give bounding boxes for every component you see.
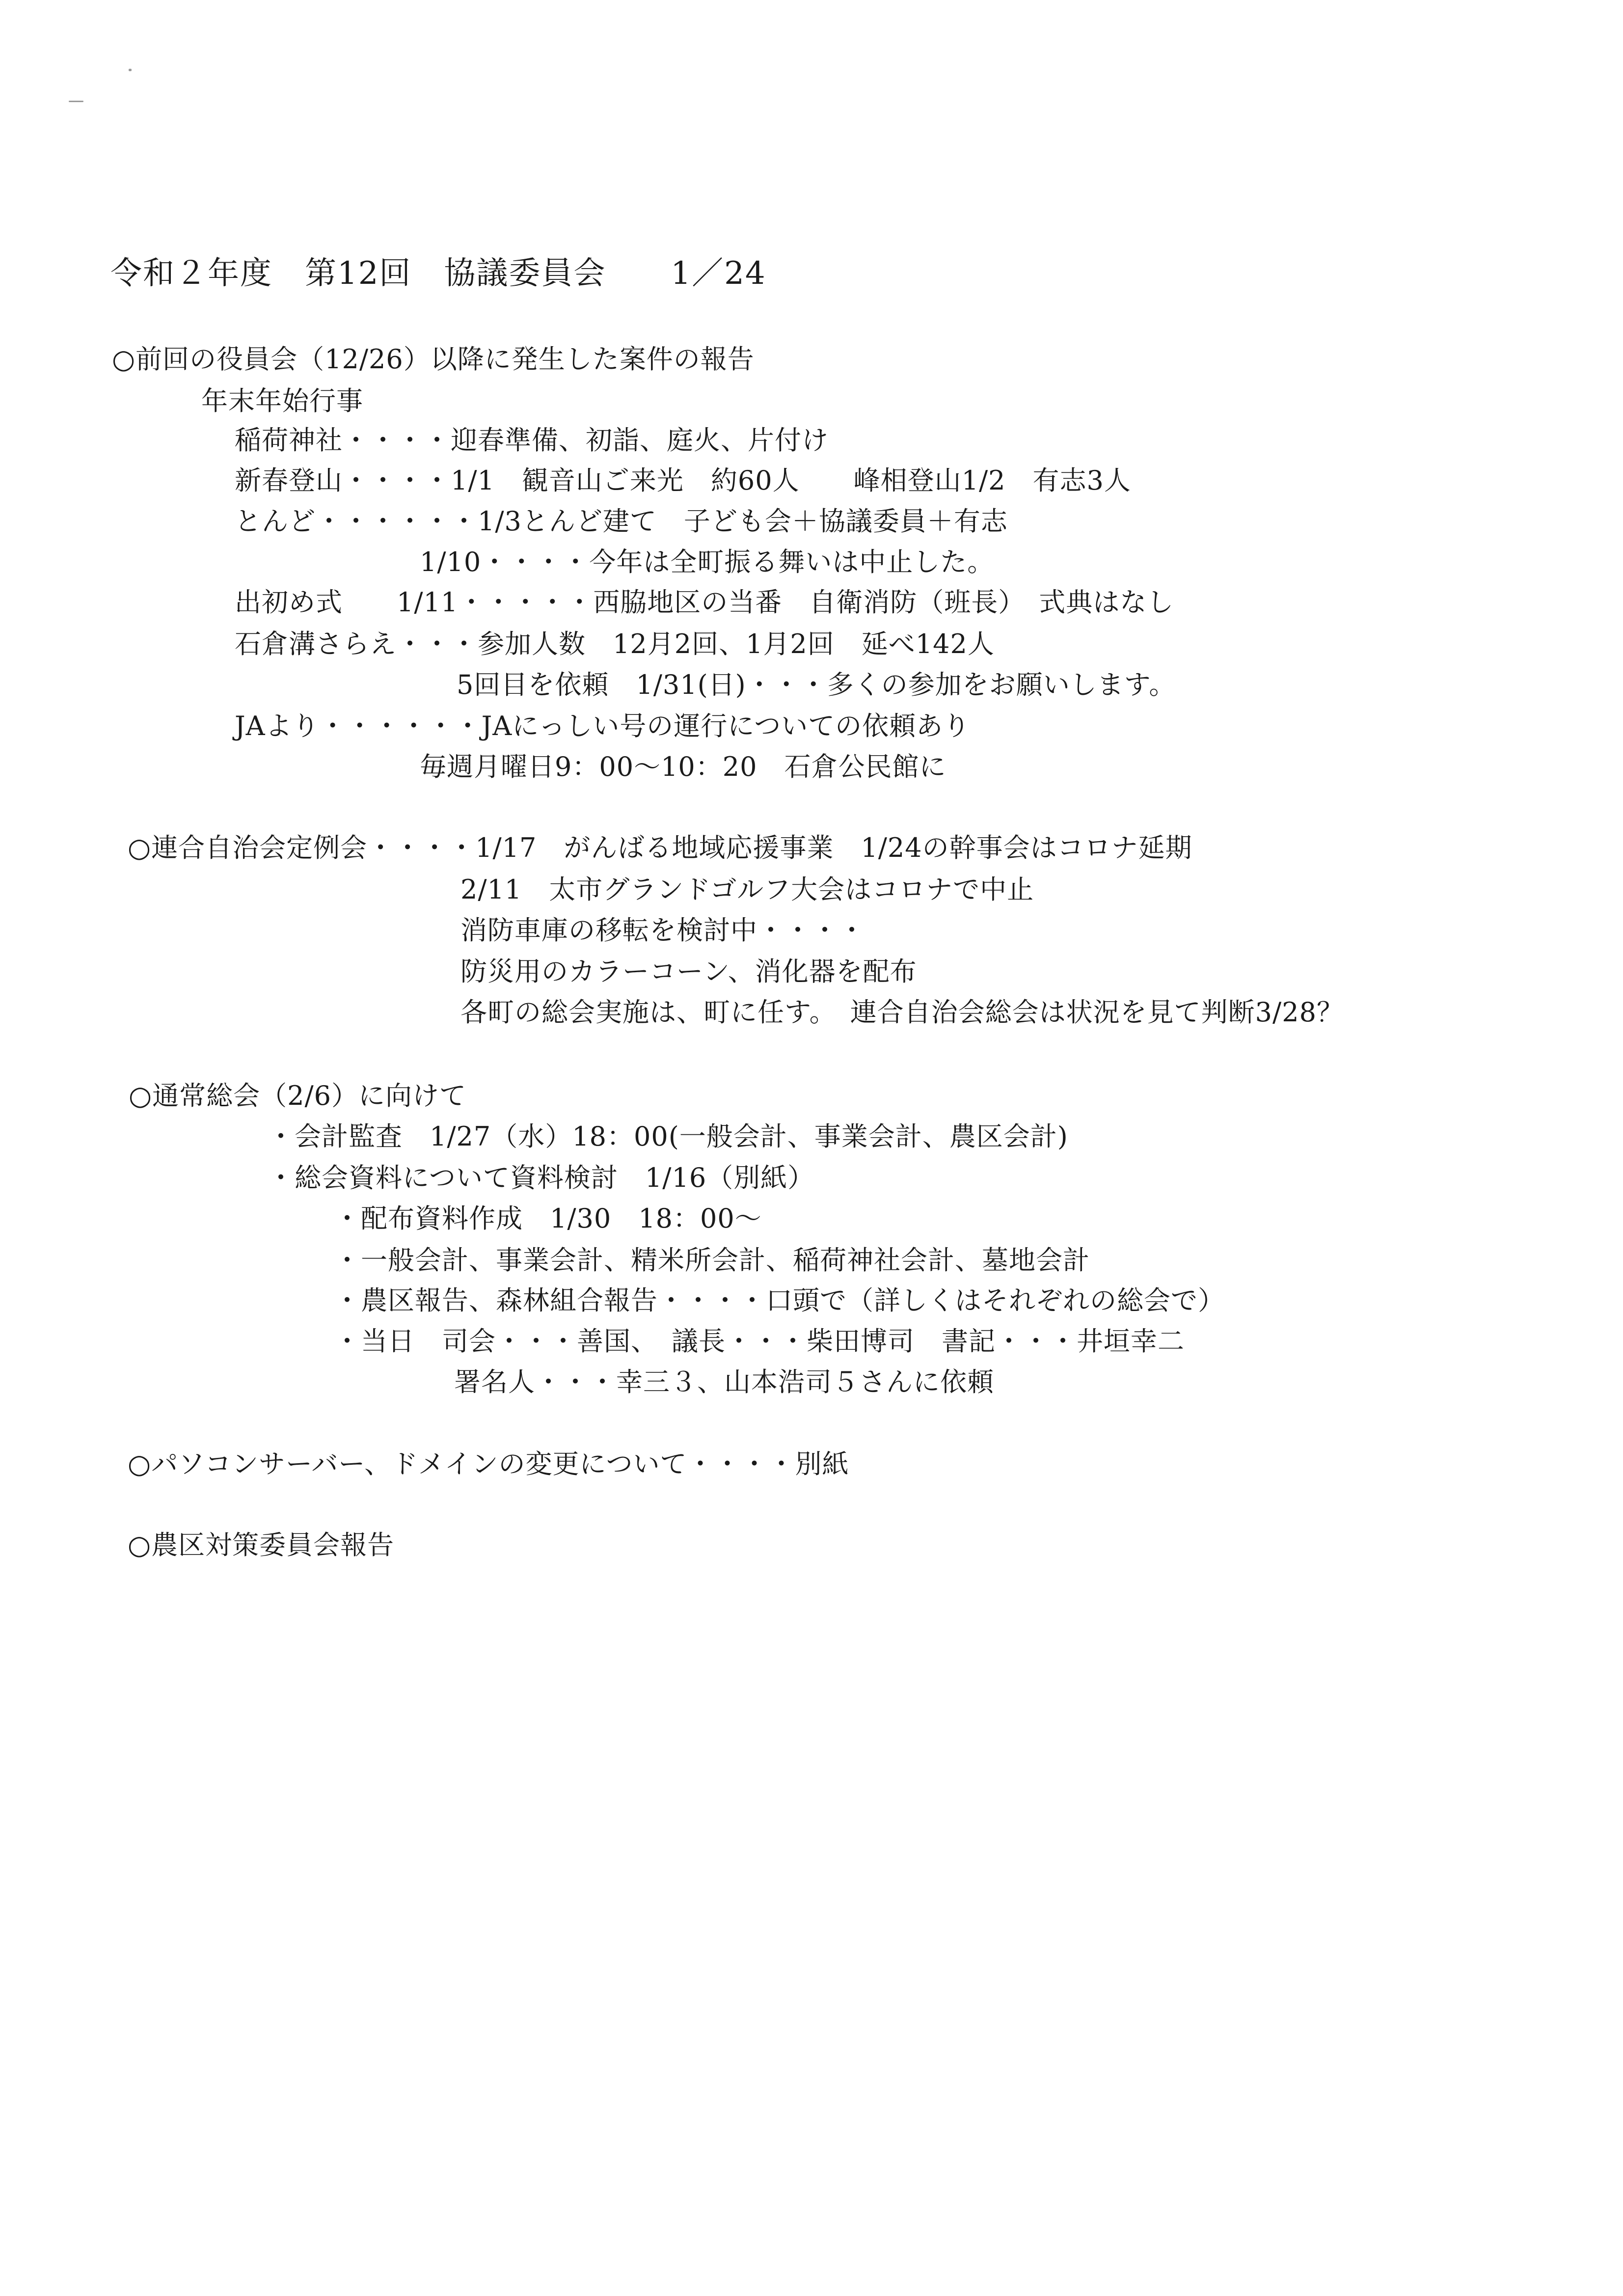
list-item: ・当日 司会・・・善国、 議長・・・柴田博司 書記・・・井垣幸二 [334, 1326, 1185, 1357]
list-item: 防災用のカラーコーン、消化器を配布 [460, 956, 917, 987]
list-item: 5回目を依頼 1/31(日)・・・多くの参加をお願いします。 [457, 669, 1176, 700]
list-item: 署名人・・・幸三３、山本浩司５さんに依頼 [454, 1367, 994, 1397]
list-item: 出初め式 1/11・・・・・西脇地区の当番 自衛消防（班長） 式典はなし [235, 587, 1174, 618]
list-item: ・農区報告、森林組合報告・・・・口頭で（詳しくはそれぞれの総会で） [334, 1285, 1225, 1316]
list-item: ・総会資料について資料検討 1/16（別紙） [268, 1162, 815, 1193]
list-item: 2/11 太市グランドゴルフ大会はコロナで中止 [460, 874, 1034, 905]
section-heading-general-meeting: ○通常総会（2/6）に向けて [129, 1080, 467, 1111]
list-item: ・一般会計、事業会計、精米所会計、稲荷神社会計、墓地会計 [334, 1245, 1090, 1276]
scan-speck [69, 101, 83, 102]
list-item: JAより・・・・・・JAにっしい号の運行についての依頼あり [235, 711, 971, 741]
document-title: 令和２年度 第12回 協議委員会 1／24 [110, 255, 766, 292]
section-heading-previous-meeting: ○前回の役員会（12/26）以降に発生した案件の報告 [112, 344, 755, 375]
list-item: 各町の総会実施は、町に任す。 連合自治会総会は状況を見て判断3/28？ [460, 997, 1344, 1028]
list-item: 石倉溝さらえ・・・参加人数 12月2回、1月2回 延べ142人 [235, 629, 995, 659]
list-item: 1/10・・・・今年は全町振る舞いは中止した。 [420, 547, 995, 577]
list-item: 稲荷神社・・・・迎春準備、初詣、庭火、片付け [235, 425, 829, 456]
list-item: 新春登山・・・・1/1 観音山ご来光 約60人 峰相登山1/2 有志3人 [235, 465, 1131, 496]
list-item: 毎週月曜日9：00～10：20 石倉公民館に [420, 751, 947, 782]
list-item: ・配布資料作成 1/30 18：00～ [334, 1203, 762, 1234]
scan-speck [129, 69, 132, 71]
list-item: 年末年始行事 [201, 385, 363, 416]
section-heading-joint-council: ○連合自治会定例会・・・・1/17 がんばる地域応援事業 1/24の幹事会はコロナ延期 [128, 832, 1192, 863]
list-item: ・会計監査 1/27（水）18：00(一般会計、事業会計、農区会計) [268, 1121, 1068, 1152]
list-item: 消防車庫の移転を検討中・・・・ [460, 915, 866, 946]
list-item: とんど・・・・・・1/3とんど建て 子ども会＋協議委員＋有志 [235, 506, 1008, 537]
section-heading-server-domain: ○パソコンサーバー、ドメインの変更について・・・・別紙 [128, 1449, 849, 1479]
section-heading-farm-committee: ○農区対策委員会報告 [128, 1530, 395, 1560]
